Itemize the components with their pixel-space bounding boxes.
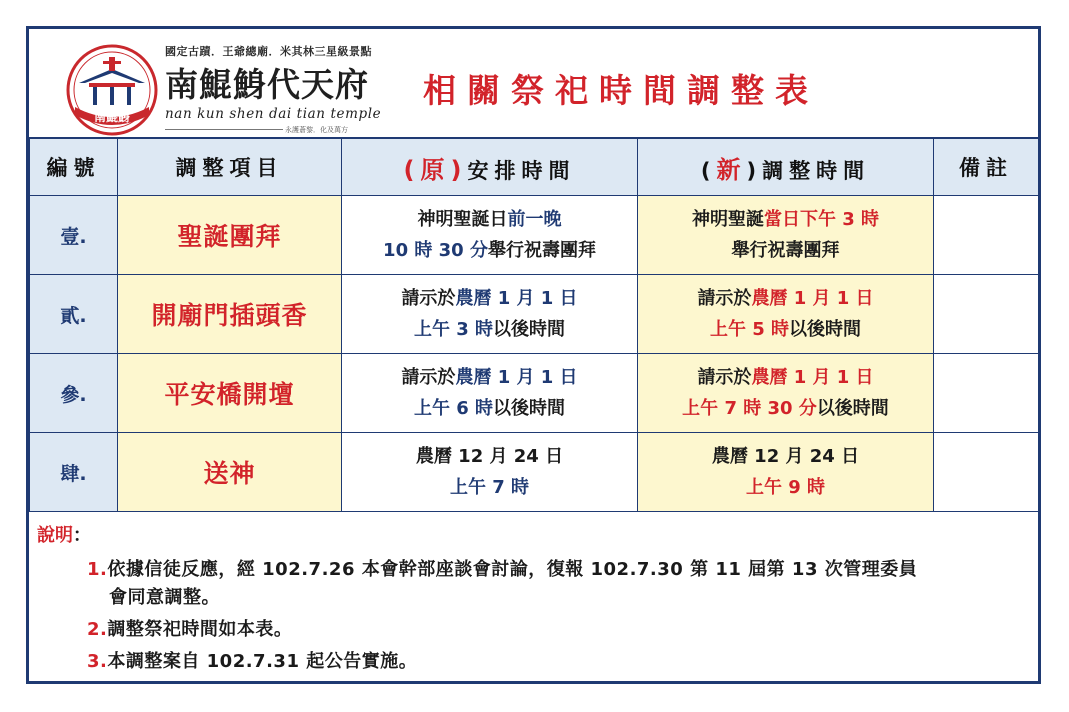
note-item-2 <box>87 615 292 641</box>
header-new-open: ( <box>700 158 717 183</box>
cell-text: 農曆 12 月 24 日 <box>415 446 564 467</box>
note-item-1-continued: 會同意調整。 <box>109 587 220 608</box>
notes-heading-text: 說明 <box>37 525 73 546</box>
row-new-time <box>638 196 934 275</box>
cell-text: 上午 7 時 <box>449 477 530 498</box>
row-num: 參. <box>30 354 118 433</box>
header-original-close: ) <box>450 155 468 184</box>
note-number: 2. <box>87 619 108 640</box>
row-note <box>934 196 1039 275</box>
cell-text: 上午 9 時 <box>745 477 826 498</box>
cell-text: 神明聖誕日 <box>417 209 508 230</box>
note-number: 1. <box>87 559 108 580</box>
row-original-time <box>342 433 638 512</box>
row-note <box>934 433 1039 512</box>
cell-text: 10 時 30 分 <box>383 240 488 261</box>
note-text: 調整祭祀時間如本表。 <box>107 619 293 640</box>
cell-text: 舉行祝壽團拜 <box>731 240 840 261</box>
cell-text: 農曆 1 月 1 日 <box>751 367 874 388</box>
page-title: 相關祭祀時間調整表 <box>423 71 819 110</box>
header-new-label: 調整時間 <box>762 158 871 183</box>
row-new-time <box>638 433 934 512</box>
row-original-time <box>342 196 638 275</box>
cell-text: 以後時間 <box>493 319 566 340</box>
cell-text: 農曆 1 月 1 日 <box>455 288 578 309</box>
table-row <box>30 354 1039 433</box>
header-num: 編號 <box>30 138 118 196</box>
cell-text: 神明聖誕 <box>691 209 764 230</box>
header-new-mark: 新 <box>716 155 747 184</box>
table-header-row <box>30 138 1039 196</box>
table-row <box>30 196 1039 275</box>
cell-text: 請示於 <box>401 367 456 388</box>
cell-text: 請示於 <box>401 288 456 309</box>
row-item: 聖誕團拜 <box>118 196 342 275</box>
brand-english-name: nan kun shen dai tian temple <box>165 106 382 122</box>
row-new-time <box>638 275 934 354</box>
brand-block <box>165 43 405 143</box>
header-original-label: 安排時間 <box>467 158 576 183</box>
header-note: 備註 <box>934 138 1039 196</box>
temple-logo <box>65 43 159 137</box>
header-original-open: ( <box>403 155 421 184</box>
row-original-time <box>342 275 638 354</box>
brand-name: 南鯤鯓代天府 <box>165 65 369 104</box>
cell-text: 農曆 1 月 1 日 <box>455 367 578 388</box>
cell-text: 以後時間 <box>493 398 566 419</box>
notes-heading-colon: ： <box>73 525 91 546</box>
notes-section <box>37 521 1037 672</box>
cell-text: 農曆 1 月 1 日 <box>751 288 874 309</box>
note-text: 依據信徒反應，經 102.7.26 本會幹部座談會討論，復報 102.7.30 第 11 屆第 13 次管理委員 <box>107 559 918 580</box>
header-original-mark: 原 <box>420 155 451 184</box>
row-item: 平安橋開壇 <box>118 354 342 433</box>
table-row <box>30 433 1039 512</box>
row-note <box>934 354 1039 433</box>
cell-text: 上午 3 時 <box>413 319 494 340</box>
logo-text: 南鯤鯓 <box>93 110 131 124</box>
cell-text: 以後時間 <box>816 398 889 419</box>
cell-text: 上午 7 時 30 分 <box>682 398 817 419</box>
header-new-close: ) <box>746 158 763 183</box>
header-new <box>638 138 934 196</box>
cell-text: 上午 5 時 <box>709 319 790 340</box>
cell-text: 舉行祝壽團拜 <box>487 240 596 261</box>
row-num: 肆. <box>30 433 118 512</box>
schedule-table <box>29 137 1039 512</box>
row-num: 貳. <box>30 275 118 354</box>
notice-frame <box>26 26 1041 684</box>
note-item-1 <box>87 555 917 581</box>
cell-text: 上午 6 時 <box>413 398 494 419</box>
cell-text: 前一晚 <box>507 209 562 230</box>
row-original-time <box>342 354 638 433</box>
brand-slogan: 永護蒼黎．化及萬方 <box>285 126 348 134</box>
brand-tagline: 國定古蹟．王爺總廟．米其林三星級景點 <box>165 45 372 58</box>
note-text: 本調整案自 102.7.31 起公告實施。 <box>107 651 418 672</box>
brand-divider <box>165 129 283 130</box>
header-item: 調整項目 <box>118 138 342 196</box>
note-number: 3. <box>87 651 108 672</box>
header-original <box>342 138 638 196</box>
note-item-3 <box>87 647 417 673</box>
notes-heading <box>37 521 1037 547</box>
row-new-time <box>638 354 934 433</box>
cell-text: 請示於 <box>697 288 752 309</box>
row-note <box>934 275 1039 354</box>
cell-text: 農曆 12 月 24 日 <box>711 446 860 467</box>
cell-text: 當日下午 3 時 <box>763 209 880 230</box>
row-item: 送神 <box>118 433 342 512</box>
table-row <box>30 275 1039 354</box>
row-num: 壹. <box>30 196 118 275</box>
cell-text: 以後時間 <box>789 319 862 340</box>
cell-text: 請示於 <box>697 367 752 388</box>
row-item: 開廟門插頭香 <box>118 275 342 354</box>
